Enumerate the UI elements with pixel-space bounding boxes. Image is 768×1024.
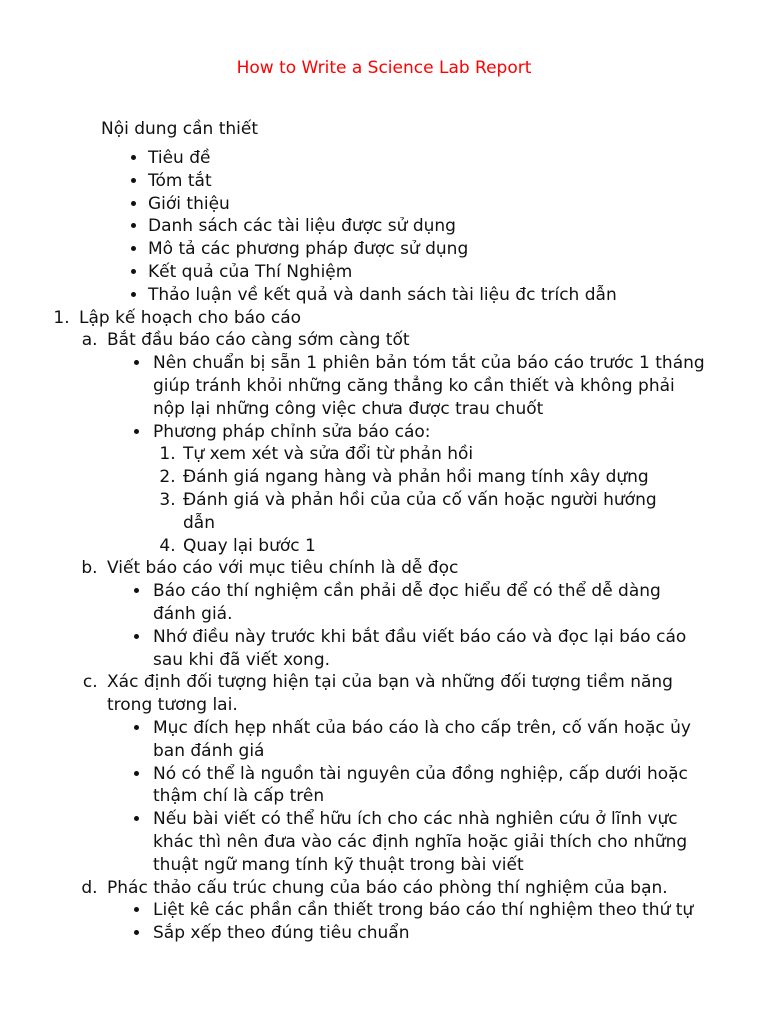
subsection-b-bullets bbox=[151, 580, 707, 671]
document-body bbox=[0, 147, 768, 945]
revision-methods-label: Phương pháp chỉnh sửa báo cáo: bbox=[153, 421, 431, 442]
list-item: • Nếu bài viết có thể hữu ích cho các nhà nghiên cứu ở lĩnh vực khác thì nên đưa vào các định nghĩa hoặc giải thích cho những thuật ngữ mang tính kỹ thuật trong bài viết bbox=[151, 808, 707, 876]
required-content-heading: Nội dung cần thiết bbox=[101, 119, 259, 139]
subsection-d bbox=[103, 877, 723, 945]
subsection-c bbox=[103, 671, 723, 876]
list-item: • Nhớ điều này trước khi bắt đầu viết báo cáo và đọc lại báo cáo sau khi đã viết xong. bbox=[151, 626, 707, 672]
subsection-d-title: Phác thảo cấu trúc chung của báo cáo phòng thí nghiệm của bạn. bbox=[107, 877, 668, 898]
list-item: • Sắp xếp theo đúng tiêu chuẩn bbox=[151, 922, 707, 945]
subsection-d-bullets bbox=[151, 899, 707, 945]
list-item: • Báo cáo thí nghiệm cần phải dễ đọc hiểu để có thể dễ dàng đánh giá. bbox=[151, 580, 707, 626]
list-item: • Tiêu đề bbox=[148, 147, 728, 170]
list-item: • Kết quả của Thí Nghiệm bbox=[148, 261, 728, 284]
required-content-list bbox=[148, 147, 728, 307]
document-title: How to Write a Science Lab Report bbox=[236, 58, 532, 78]
list-item bbox=[151, 421, 707, 558]
plan-section bbox=[75, 307, 725, 945]
list-item: • Liệt kê các phần cần thiết trong báo cáo thí nghiệm theo thứ tự bbox=[151, 899, 707, 922]
step-item: 4. Quay lại bước 1 bbox=[181, 535, 681, 558]
revision-steps bbox=[181, 443, 681, 557]
subsection-a-bullets bbox=[151, 352, 707, 557]
list-item: • Danh sách các tài liệu được sử dụng bbox=[148, 215, 728, 238]
step-item: 1. Tự xem xét và sửa đổi từ phản hồi bbox=[181, 443, 681, 466]
subsection-b bbox=[103, 557, 723, 671]
list-item: • Nó có thể là nguồn tài nguyên của đồng nghiệp, cấp dưới hoặc thậm chí là cấp trên bbox=[151, 763, 707, 809]
list-item: • Nên chuẩn bị sẵn 1 phiên bản tóm tắt của báo cáo trước 1 tháng giúp tránh khỏi những căng thẳng ko cần thiết và không phải nộp lại những công việc chưa được trau chuốt bbox=[151, 352, 707, 420]
step-item: 2. Đánh giá ngang hàng và phản hồi mang tính xây dựng bbox=[181, 466, 681, 489]
subsection-a-title: Bắt đầu báo cáo càng sớm càng tốt bbox=[107, 330, 410, 351]
plan-subsections bbox=[103, 329, 723, 945]
list-item: • Mục đích hẹp nhất của báo cáo là cho cấp trên, cố vấn hoặc ủy ban đánh giá bbox=[151, 717, 707, 763]
subsection-a bbox=[103, 329, 723, 557]
list-item: • Tóm tắt bbox=[148, 170, 728, 193]
list-item: • Giới thiệu bbox=[148, 193, 728, 216]
list-item: • Thảo luận về kết quả và danh sách tài liệu đc trích dẫn bbox=[148, 284, 728, 307]
subsection-c-bullets bbox=[151, 717, 707, 877]
step-item: 3. Đánh giá và phản hồi của của cố vấn hoặc người hướng dẫn bbox=[181, 489, 681, 535]
list-item: • Mô tả các phương pháp được sử dụng bbox=[148, 238, 728, 261]
main-numbered-list bbox=[75, 307, 725, 945]
subsection-b-title: Viết báo cáo với mục tiêu chính là dễ đọc bbox=[107, 558, 459, 579]
plan-section-title: Lập kế hoạch cho báo cáo bbox=[79, 307, 302, 328]
subsection-c-title: Xác định đối tượng hiện tại của bạn và những đối tượng tiềm năng trong tương lai. bbox=[107, 672, 673, 716]
